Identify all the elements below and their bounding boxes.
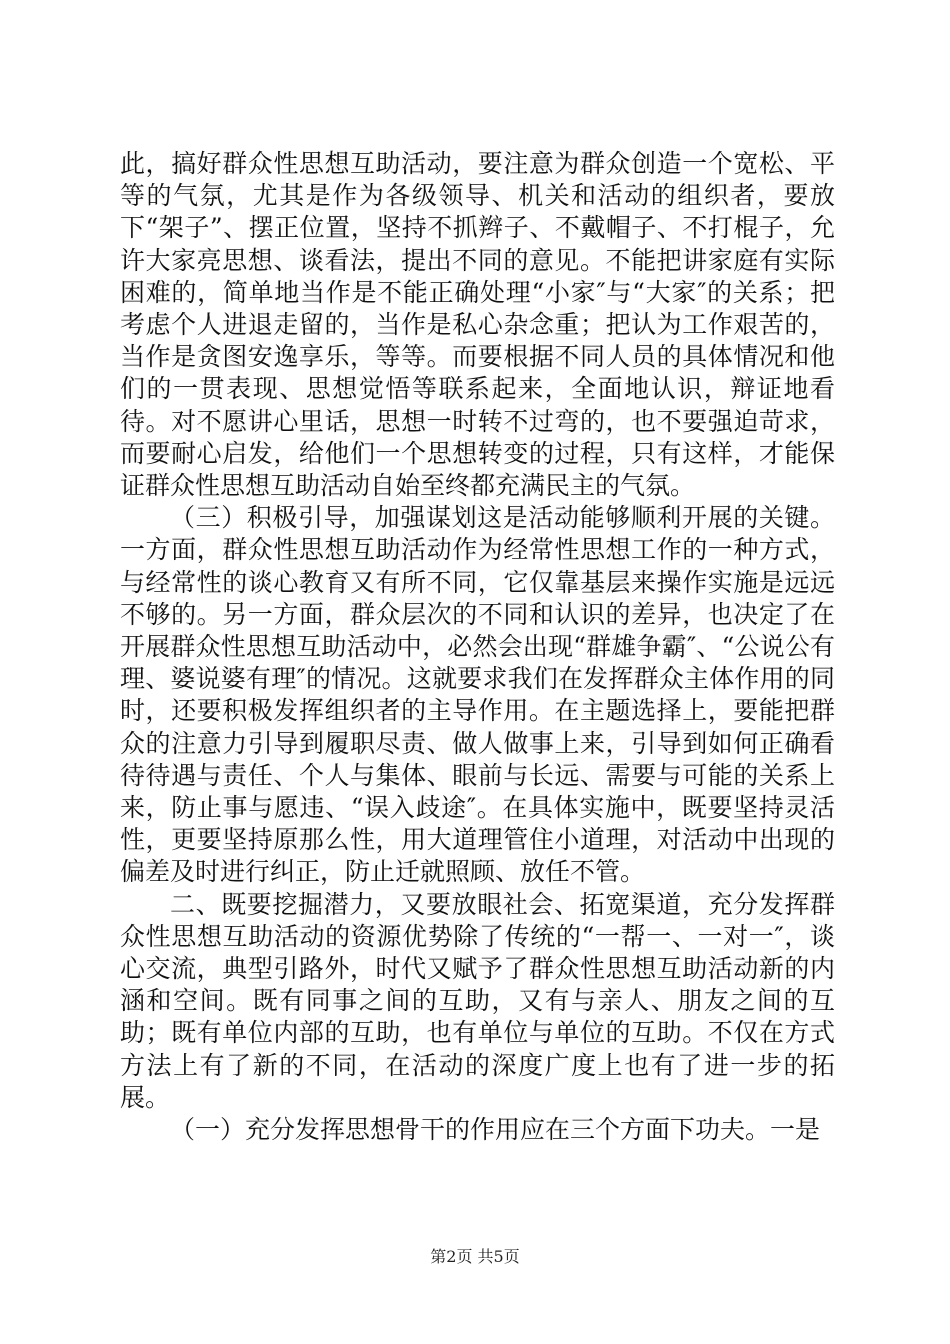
- paragraph-subsection-one: （一）充分发挥思想骨干的作用应在三个方面下功夫。一是: [170, 1115, 821, 1145]
- paragraph-continued: 此，搞好群众性思想互助活动，要注意为群众创造一个宽松、平等的气氛，尤其是作为各级领导、机关和活动的组织者，要放下“架子”、摆正位置，坚持不抓辫子、不戴帽子、不打棍子，允许大家亮思想、谈看法，提出不同的意见。不能把讲家庭有实际困难的，简单地当作是不能正确处理“小家″与“大家″的关系；把考虑个人进退走留的，当作是私心杂念重；把认为工作艰苦的，当作是贪图安逸享乐，等等。而要根据不同人员的具体情况和他们的一贯表现、思想觉悟等联系起来，全面地认识，辩证地看待。对不愿讲心里话，思想一时转不过弯的，也不要强迫苛求，而要耐心启发，给他们一个思想转变的过程，只有这样，才能保证群众性思想互助活动自始至终都充满民主的气氛。: [120, 149, 835, 501]
- paragraph-section-three: （三）积极引导，加强谋划这是活动能够顺利开展的关键。一方面，群众性思想互助活动作为经常性思想工作的一种方式，与经常性的谈心教育又有所不同，它仅靠基层来操作实施是远远不够的。另一方面，群众层次的不同和认识的差异，也决定了在开展群众性思想互助活动中，必然会出现“群雄争霸″、“公说公有理、婆说婆有理″的情况。这就要求我们在发挥群众主体作用的同时，还要积极发挥组织者的主导作用。在主题选择上，要能把群众的注意力引导到履职尽责、做人做事上来，引导到如何正确看待待遇与责任、个人与集体、眼前与长远、需要与可能的关系上来，防止事与愿违、“误入歧途″。在具体实施中，既要坚持灵活性，更要坚持原那么性，用大道理管住小道理，对活动中出现的偏差及时进行纠正，防止迁就照顾、放任不管。: [120, 503, 835, 887]
- page-footer: 第2页 共5页: [430, 1247, 520, 1266]
- body-text: [120, 148, 835, 1146]
- paragraph-heading-two: 二、既要挖掘潜力，又要放眼社会、拓宽渠道，充分发挥群众性思想互助活动的资源优势除了传统的“一帮一、一对一″，谈心交流，典型引路外，时代又赋予了群众性思想互助活动新的内涵和空间。既有同事之间的互助，又有与亲人、朋友之间的互助；既有单位内部的互助，也有单位与单位的互助。不仅在方式方法上有了新的不同，在活动的深度广度上也有了进一步的拓展。: [120, 889, 835, 1112]
